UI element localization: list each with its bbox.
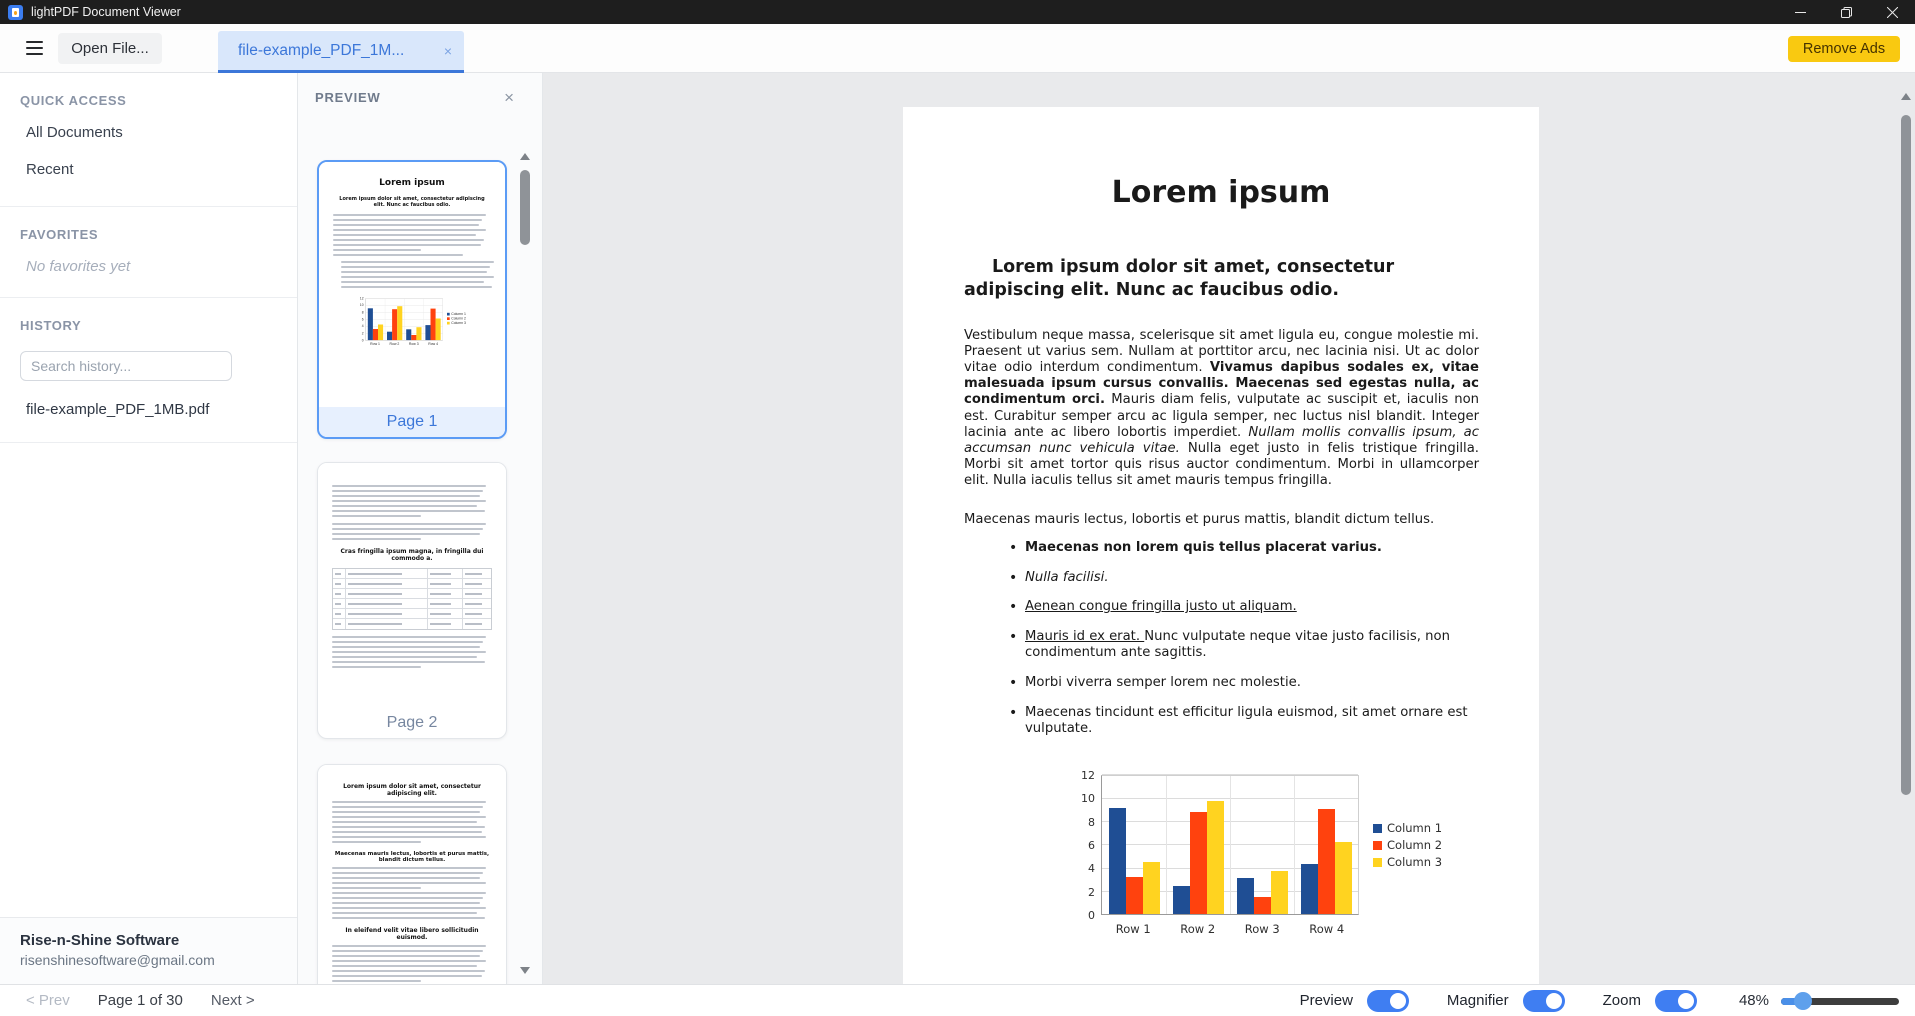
page-2-label: Page 2 [386, 714, 438, 731]
doc-bullet-item: • Mauris id ex erat. Nunc vulputate neque vitae justo facilisis, non condimentum ante sagittis. [964, 629, 1479, 661]
mini-text-line [332, 917, 485, 919]
tab-label: file-example_PDF_1M... [238, 41, 405, 59]
mini-text-line [332, 872, 483, 874]
mini-text-line [332, 816, 486, 818]
mini-text-lines [319, 214, 505, 251]
page-1-thumbnail-image [319, 162, 505, 407]
search-history-input[interactable] [20, 351, 232, 381]
bar-group [1166, 776, 1230, 914]
mini-text-line [332, 826, 485, 828]
mini-text-line [333, 244, 481, 246]
tab-close-icon[interactable]: × [443, 42, 452, 59]
mini-text-line [333, 229, 486, 231]
preview-close-icon[interactable]: × [504, 88, 514, 107]
legend-entry [1373, 838, 1442, 852]
zoom-slider[interactable] [1781, 992, 1899, 1010]
mini-table-cell [428, 589, 463, 598]
legend-entry [447, 312, 466, 316]
doc-bullet-item: • Aenean congue fringilla justo ut aliquam. [964, 599, 1479, 615]
close-button[interactable] [1869, 0, 1915, 24]
account-email: risenshinesoftware@gmail.com [20, 952, 215, 968]
mini-text-line [333, 254, 463, 256]
y-axis-tick-label: 2 [361, 331, 364, 336]
mini-text-line [341, 276, 494, 278]
mini-text-line [332, 505, 477, 507]
mini-text-line [332, 515, 421, 517]
preview-panel [298, 73, 543, 984]
bar-column-1 [1173, 886, 1190, 914]
x-axis-category-label: Row 4 [1309, 922, 1345, 937]
history-title: HISTORY [20, 318, 82, 333]
next-page-button[interactable]: Next > [210, 992, 255, 1009]
mini-table-cell [463, 619, 491, 629]
legend-swatch [447, 313, 450, 316]
mini-table-cell [463, 589, 491, 598]
toggle-knob [1678, 993, 1694, 1009]
bar-group [1230, 776, 1294, 914]
mini-text-lines [318, 945, 506, 982]
preview-header [298, 73, 542, 122]
page-1-thumbnail[interactable] [317, 160, 507, 439]
y-axis-tick-label: 8 [1088, 815, 1095, 829]
bar-group [1102, 776, 1166, 914]
mini-text-line [332, 867, 486, 869]
x-axis-category-label: Row 2 [389, 342, 400, 347]
mini-table-row [333, 589, 491, 599]
mini-text-line [333, 224, 479, 226]
mini-text-line [332, 636, 486, 638]
y-axis-tick-label: 12 [359, 296, 364, 301]
y-axis-tick-label: 0 [361, 338, 364, 343]
account-panel[interactable] [0, 917, 297, 984]
mini-text-line [332, 646, 480, 648]
statusbar [0, 984, 1915, 1016]
mini-doc-title: Lorem ipsum [379, 178, 445, 188]
scroll-down-icon[interactable] [520, 967, 530, 974]
mini-text-line [332, 877, 480, 879]
mini-text-line [332, 892, 486, 894]
favorites-title: FAVORITES [20, 227, 99, 242]
mini-heading: In eleifend velit vitae libero sollicitudin euismod. [345, 927, 479, 941]
mini-text-line [332, 882, 486, 884]
mini-text-line [332, 945, 486, 947]
doc-bullet-list [964, 540, 1479, 737]
mini-text-line [332, 897, 483, 899]
mini-text-lines [318, 523, 506, 540]
chart-legend [447, 312, 466, 325]
mini-text-line [332, 975, 482, 977]
mini-bar-chart [357, 296, 465, 349]
document-viewer[interactable] [543, 73, 1915, 984]
legend-label: Column 1 [451, 312, 466, 316]
titlebar [0, 0, 1915, 24]
mini-table-cell [428, 619, 463, 629]
mini-table-row [333, 599, 491, 609]
bar-column-3 [397, 306, 402, 340]
sidebar-item-recent[interactable]: Recent [26, 161, 74, 178]
page-1-label: Page 1 [319, 407, 505, 437]
mini-table-cell [463, 569, 491, 578]
mini-table-cell [463, 599, 491, 608]
legend-label: Column 2 [1387, 838, 1443, 853]
chart-plot-area [365, 298, 442, 340]
prev-page-button[interactable]: < Prev [26, 992, 70, 1009]
mini-text-line [332, 661, 485, 663]
favorites-empty-note: No favorites yet [26, 258, 131, 275]
open-file-button[interactable]: Open File... [58, 33, 162, 64]
x-axis-category-label: Row 3 [408, 342, 419, 347]
mini-text-line [332, 970, 485, 972]
mini-table-row [333, 619, 491, 629]
mini-doc-subtitle: Lorem ipsum dolor sit amet, consectetur adipiscing elit. Nunc ac faucibus odio. [339, 196, 485, 208]
mini-table-cell [346, 609, 428, 618]
account-name: Rise-n-Shine Software [20, 932, 180, 949]
mini-table-cell [463, 609, 491, 618]
doc-bar-chart [1073, 767, 1443, 942]
mini-text-line [332, 821, 477, 823]
doc-bullet-item: • Maecenas non lorem quis tellus placerat varius. [964, 540, 1479, 556]
legend-entry [1373, 821, 1442, 835]
mini-text-line [341, 281, 484, 283]
doc-paragraph-2: Maecenas mauris lectus, lobortis et purus mattis, blandit dictum tellus. [964, 511, 1435, 527]
legend-swatch [1373, 824, 1382, 833]
x-axis-category-label: Row 3 [1244, 922, 1280, 937]
preview-scrollbar[interactable] [517, 149, 533, 978]
legend-entry [1373, 855, 1442, 869]
legend-swatch [1373, 858, 1382, 867]
legend-entry [447, 321, 466, 325]
legend-label: Column 2 [451, 316, 466, 321]
doc-bullet-item: • Nulla facilisi. [964, 570, 1479, 586]
mini-text-lines [318, 636, 506, 668]
zoom-percentage: 48% [1738, 992, 1769, 1009]
mini-text-line [332, 907, 486, 909]
preview-toggle-label: Preview [1299, 992, 1353, 1009]
mini-text-line [332, 510, 485, 512]
magnifier-toggle[interactable] [1523, 990, 1565, 1012]
legend-label: Column 3 [1387, 855, 1443, 870]
bar-column-1 [1237, 878, 1254, 914]
bar-column-3 [1207, 801, 1224, 914]
window-title: lightPDF Document Viewer [31, 5, 181, 19]
mini-text-line [332, 965, 477, 967]
mini-bullet-lines [319, 261, 505, 288]
doc-bullet-item: • Maecenas tincidunt est efficitur ligula euismod, sit amet ornare est vulputate. [964, 705, 1479, 737]
preview-title: PREVIEW [315, 90, 381, 105]
chart-plot-area [1101, 775, 1359, 915]
document-scrollbar[interactable] [1898, 77, 1914, 980]
page-2-thumbnail[interactable] [317, 462, 507, 739]
y-axis-tick-label: 0 [1088, 909, 1095, 923]
y-axis-tick-label: 10 [1081, 792, 1095, 806]
mini-text-line [333, 234, 476, 236]
bar-column-3 [1143, 862, 1160, 915]
quick-access-title: QUICK ACCESS [20, 93, 127, 108]
restore-button[interactable] [1823, 0, 1869, 24]
toggle-knob [1546, 993, 1562, 1009]
y-axis-tick-label: 4 [1088, 862, 1095, 876]
legend-swatch [447, 317, 450, 320]
legend-label: Column 1 [1387, 821, 1443, 836]
page-3-thumbnail-image [318, 765, 506, 984]
mini-table-row [333, 569, 491, 579]
gridline [1102, 774, 1358, 775]
mini-text-line [332, 960, 486, 962]
y-axis-tick-label: 2 [1088, 885, 1095, 899]
mini-text-lines [318, 867, 506, 889]
mini-text-line [333, 214, 486, 216]
bar-column-2 [1190, 812, 1207, 915]
legend-entry [447, 317, 466, 321]
y-axis-tick-label: 6 [1088, 839, 1095, 853]
scroll-up-icon[interactable] [520, 153, 530, 160]
mini-table-cell [463, 579, 491, 588]
preview-toggle[interactable] [1367, 990, 1409, 1012]
mini-text-line [332, 841, 421, 843]
bar-column-3 [1335, 842, 1352, 914]
mini-heading: Lorem ipsum dolor sit amet, consectetur adipiscing elit. [343, 783, 481, 797]
menu-icon[interactable] [26, 41, 43, 55]
mini-table-cell [346, 579, 428, 588]
bar-column-3 [436, 318, 441, 340]
y-axis-tick-label: 10 [359, 303, 364, 308]
toggle-knob [1390, 993, 1406, 1009]
page-3-thumbnail[interactable] [317, 764, 507, 984]
remove-ads-button[interactable]: Remove Ads [1788, 36, 1900, 62]
mini-text-line [332, 538, 421, 540]
mini-table-cell [333, 569, 346, 578]
mini-text-line [332, 836, 486, 838]
mini-text-line [332, 801, 486, 803]
legend-swatch [1373, 841, 1382, 850]
doc-bullet-item: • Morbi viverra semper lorem nec molestie. [964, 675, 1479, 691]
mini-heading: Maecenas mauris lectus, lobortis et purus mattis, blandit dictum tellus. [334, 851, 490, 863]
legend-label: Column 3 [451, 321, 466, 325]
mini-text-line [333, 239, 484, 241]
favorites-section [0, 207, 297, 298]
scroll-up-icon[interactable] [1901, 93, 1911, 100]
toolbar [0, 24, 1915, 73]
bar-column-3 [1271, 871, 1288, 914]
mini-table-row [333, 579, 491, 589]
mini-text-line [332, 651, 486, 653]
mini-text-line [341, 266, 490, 268]
minimize-button[interactable] [1777, 0, 1823, 24]
mini-table-cell [346, 599, 428, 608]
mini-text-line [341, 261, 494, 263]
bar-column-1 [1109, 808, 1126, 914]
history-section [0, 298, 297, 443]
mini-text-lines [318, 801, 506, 843]
bar-group [385, 299, 404, 340]
quick-access-section [0, 73, 297, 207]
mini-table-cell [428, 569, 463, 578]
magnifier-toggle-label: Magnifier [1446, 992, 1509, 1009]
mini-text-line [332, 656, 477, 658]
mini-table-cell [333, 599, 346, 608]
mini-table-cell [428, 609, 463, 618]
y-axis-tick-label: 6 [361, 317, 364, 322]
y-axis-tick-label: 8 [361, 310, 364, 315]
bar-group [366, 299, 385, 340]
mini-text-line [332, 912, 477, 914]
legend-swatch [447, 322, 450, 325]
zoom-toggle-label: Zoom [1602, 992, 1641, 1009]
bar-column-3 [378, 324, 383, 340]
doc-subtitle: Lorem ipsum dolor sit amet, consectetur adipiscing elit. Nunc ac faucibus odio. [964, 257, 1395, 300]
mini-text-lines [318, 892, 506, 919]
slider-knob[interactable] [1794, 992, 1812, 1010]
mini-table-cell [346, 589, 428, 598]
bar-group [404, 299, 423, 340]
bar-column-3 [416, 327, 421, 340]
mini-text-line [332, 950, 483, 952]
mini-text-line [332, 490, 483, 492]
history-item-file[interactable]: file-example_PDF_1MB.pdf [26, 401, 210, 418]
sidebar-item-all-documents[interactable]: All Documents [26, 124, 123, 141]
mini-table-cell [333, 619, 346, 629]
bar-column-2 [1254, 897, 1271, 915]
mini-text-line [332, 533, 480, 535]
pager [26, 992, 255, 1009]
mini-text-line [332, 811, 480, 813]
window-controls [1777, 0, 1915, 24]
mini-table-cell [333, 579, 346, 588]
mini-table-cell [428, 599, 463, 608]
pdf-page-1 [903, 107, 1539, 984]
mini-text-line [341, 286, 492, 288]
mini-text-lines [318, 485, 506, 517]
x-axis-category-label: Row 1 [370, 342, 380, 347]
doc-title: Lorem ipsum [1111, 175, 1331, 210]
mini-text-line [332, 666, 421, 668]
page-indicator: Page 1 of 30 [97, 992, 183, 1009]
preview-scrollbar-thumb[interactable] [520, 170, 530, 245]
mini-text-line [332, 806, 483, 808]
mini-table [332, 568, 492, 630]
mini-text-line [332, 485, 486, 487]
mini-table-cell [333, 609, 346, 618]
mini-text-line [332, 500, 486, 502]
chart-legend [1373, 821, 1442, 869]
bar-group [1294, 776, 1358, 914]
document-scrollbar-thumb[interactable] [1901, 115, 1911, 795]
app-logo-icon [8, 5, 23, 20]
mini-text-line [333, 219, 482, 221]
mini-heading: Cras fringilla ipsum magna, in fringilla dui commodo a. [340, 548, 484, 562]
y-axis-tick-label: 4 [361, 324, 364, 329]
mini-chart [357, 296, 467, 351]
zoom-toggle[interactable] [1655, 990, 1697, 1012]
bar-column-1 [1301, 864, 1318, 914]
y-axis-tick-label: 12 [1081, 769, 1095, 783]
doc-paragraph-1: Vestibulum neque massa, scelerisque sit amet ligula eu, congue molestie mi. Praesent ut varius sem. Nullam at porttitor arcu, nec lacinia nisi. Ut ac dolor vitae odio interdum condimentum. Vivamus dapibus sodales ex, vitae malesuada ipsum cursus convallis. Maecenas sed egestas nulla, ac condimentum orci. Mauris diam felis, vulputate ac suscipit et, iaculis non est. Curabitur semper arcu ac ligula semper, nec luctus nisl blandit. Integer lacinia ante ac libero lobortis imperdiet. Nullam mollis convallis ipsum, ac accumsan nunc vehicula vitae. Nulla eget justo in felis tristique fringilla. Morbi sit amet tortor quis risus auctor condimentum. Morbi in ullamcorper elit. Nulla iaculis tellus sit amet mauris tempus fringilla. [964, 327, 1480, 489]
sidebar [0, 73, 298, 984]
mini-text-line [332, 528, 483, 530]
mini-text-line [332, 831, 482, 833]
mini-table-cell [428, 579, 463, 588]
mini-text-line [332, 955, 480, 957]
x-axis-category-label: Row 1 [1115, 922, 1151, 937]
document-tab[interactable] [218, 31, 464, 73]
page-2-thumbnail-image [318, 463, 506, 708]
x-axis-category-label: Row 4 [428, 342, 439, 347]
mini-table-cell [346, 569, 428, 578]
x-axis-category-label: Row 2 [1180, 922, 1216, 937]
mini-text-line [332, 641, 483, 643]
mini-text-line [332, 902, 480, 904]
view-controls [1300, 990, 1899, 1012]
mini-text-line [341, 271, 487, 273]
mini-text-line [333, 249, 421, 251]
mini-text-line [332, 523, 486, 525]
mini-text-line [332, 495, 480, 497]
mini-text-line [332, 980, 421, 982]
bar-column-2 [1126, 877, 1143, 914]
bar-column-2 [1318, 809, 1335, 914]
mini-table-cell [333, 589, 346, 598]
mini-table-row [333, 609, 491, 619]
bar-group [423, 299, 442, 340]
mini-text-line [332, 887, 421, 889]
mini-table-cell [346, 619, 428, 629]
